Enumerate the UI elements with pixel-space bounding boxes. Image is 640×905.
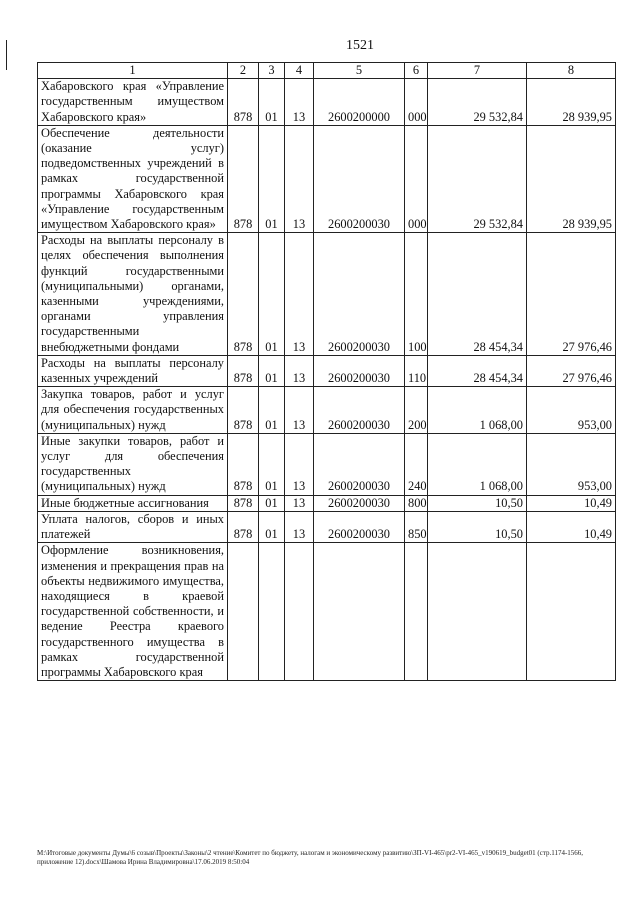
header-col-5: 5 <box>314 63 405 79</box>
cell-target: 2600200030 <box>314 495 405 511</box>
row-description: Расходы на выплаты персоналу в целях обеспечения выполнения функций государственными (муниципальными) органами, казенными учреждениями, органами управления государственными внебюджетными фондами <box>38 233 228 356</box>
row-description: Обеспечение деятельности (оказание услуг) подведомственных учреждений в рамках государственной программы Хабаровского края «Управление государственным имуществом Хабаровского края» <box>38 125 228 232</box>
cell-amount-2: 10,49 <box>527 495 616 511</box>
cell-amount-2: 28 939,95 <box>527 125 616 232</box>
table-row <box>38 495 616 511</box>
cell-amount-1: 10,50 <box>428 495 527 511</box>
document-footer-path: M:\Итоговые документы Думы\6 созыв\Проекты\Законы\2 чтение\Комитет по бюджету, налогам и экономическому развитию\ЗП-VI-465\pr2-VI-465_v190619_budget01 (стр.1174-1566, приложение 12).docx\Шамова Ирина Владимировна\17.06.2019 8:50:04 <box>37 849 584 866</box>
cell-target: 2600200000 <box>314 79 405 126</box>
cell-expense-type: 200 <box>405 387 428 434</box>
cell-subsection: 13 <box>285 433 314 495</box>
cell-code: 878 <box>228 495 259 511</box>
cell-amount-2: 953,00 <box>527 433 616 495</box>
table-header-row <box>38 63 616 79</box>
table-row <box>38 433 616 495</box>
cell-expense-type <box>405 543 428 681</box>
table-row <box>38 125 616 232</box>
cell-subsection: 13 <box>285 125 314 232</box>
cell-amount-1 <box>428 543 527 681</box>
cell-code: 878 <box>228 511 259 542</box>
header-col-1: 1 <box>38 63 228 79</box>
cell-expense-type: 100 <box>405 233 428 356</box>
cell-code: 878 <box>228 433 259 495</box>
cell-expense-type: 800 <box>405 495 428 511</box>
row-description: Расходы на выплаты персоналу казенных учреждений <box>38 355 228 386</box>
cell-code: 878 <box>228 387 259 434</box>
cell-subsection: 13 <box>285 355 314 386</box>
table-row <box>38 79 616 126</box>
table-row <box>38 233 616 356</box>
header-col-4: 4 <box>285 63 314 79</box>
cell-amount-1: 10,50 <box>428 511 527 542</box>
row-description: Иные закупки товаров, работ и услуг для обеспечения государственных (муниципальных) нужд <box>38 433 228 495</box>
cell-code: 878 <box>228 355 259 386</box>
cell-section: 01 <box>259 433 285 495</box>
cell-target: 2600200030 <box>314 433 405 495</box>
cell-target: 2600200030 <box>314 355 405 386</box>
cell-expense-type: 850 <box>405 511 428 542</box>
cell-section: 01 <box>259 495 285 511</box>
cell-subsection <box>285 543 314 681</box>
cell-amount-2: 27 976,46 <box>527 355 616 386</box>
table-row <box>38 511 616 542</box>
header-col-3: 3 <box>259 63 285 79</box>
cell-section: 01 <box>259 79 285 126</box>
cell-section: 01 <box>259 387 285 434</box>
cell-subsection: 13 <box>285 387 314 434</box>
cell-target: 2600200030 <box>314 125 405 232</box>
cell-amount-2: 10,49 <box>527 511 616 542</box>
cell-code: 878 <box>228 233 259 356</box>
cell-amount-1: 29 532,84 <box>428 79 527 126</box>
cell-amount-1: 28 454,34 <box>428 355 527 386</box>
cell-subsection: 13 <box>285 511 314 542</box>
cell-amount-1: 29 532,84 <box>428 125 527 232</box>
cell-expense-type: 000 <box>405 79 428 126</box>
cell-amount-2: 953,00 <box>527 387 616 434</box>
header-col-7: 7 <box>428 63 527 79</box>
row-description: Оформление возникновения, изменения и прекращения прав на объекты недвижимого имущества, находящиеся в краевой государственной собственности, и ведение Реестра краевого государственного имущества в рамках государственной программы Хабаровского края <box>38 543 228 681</box>
row-description: Иные бюджетные ассигнования <box>38 495 228 511</box>
cell-code <box>228 543 259 681</box>
cell-amount-1: 1 068,00 <box>428 433 527 495</box>
cell-expense-type: 110 <box>405 355 428 386</box>
cell-section: 01 <box>259 511 285 542</box>
cell-amount-1: 1 068,00 <box>428 387 527 434</box>
cell-amount-2: 28 939,95 <box>527 79 616 126</box>
budget-table <box>37 62 616 681</box>
header-col-6: 6 <box>405 63 428 79</box>
cell-target: 2600200030 <box>314 387 405 434</box>
cell-expense-type: 000 <box>405 125 428 232</box>
header-col-2: 2 <box>228 63 259 79</box>
table-row <box>38 355 616 386</box>
cell-code: 878 <box>228 125 259 232</box>
cell-expense-type: 240 <box>405 433 428 495</box>
cell-code: 878 <box>228 79 259 126</box>
cell-amount-2: 27 976,46 <box>527 233 616 356</box>
margin-line <box>6 40 7 70</box>
page-number: 1521 <box>346 38 374 53</box>
cell-target: 2600200030 <box>314 511 405 542</box>
cell-subsection: 13 <box>285 495 314 511</box>
row-description: Закупка товаров, работ и услуг для обеспечения государственных (муниципальных) нужд <box>38 387 228 434</box>
cell-target: 2600200030 <box>314 233 405 356</box>
header-col-8: 8 <box>527 63 616 79</box>
cell-subsection: 13 <box>285 233 314 356</box>
row-description: Уплата налогов, сборов и иных платежей <box>38 511 228 542</box>
table-row <box>38 543 616 681</box>
cell-amount-1: 28 454,34 <box>428 233 527 356</box>
cell-section: 01 <box>259 125 285 232</box>
cell-section <box>259 543 285 681</box>
table-row <box>38 387 616 434</box>
cell-subsection: 13 <box>285 79 314 126</box>
cell-amount-2 <box>527 543 616 681</box>
cell-section: 01 <box>259 355 285 386</box>
row-description: Хабаровского края «Управление государственным имуществом Хабаровского края» <box>38 79 228 126</box>
cell-section: 01 <box>259 233 285 356</box>
cell-target <box>314 543 405 681</box>
